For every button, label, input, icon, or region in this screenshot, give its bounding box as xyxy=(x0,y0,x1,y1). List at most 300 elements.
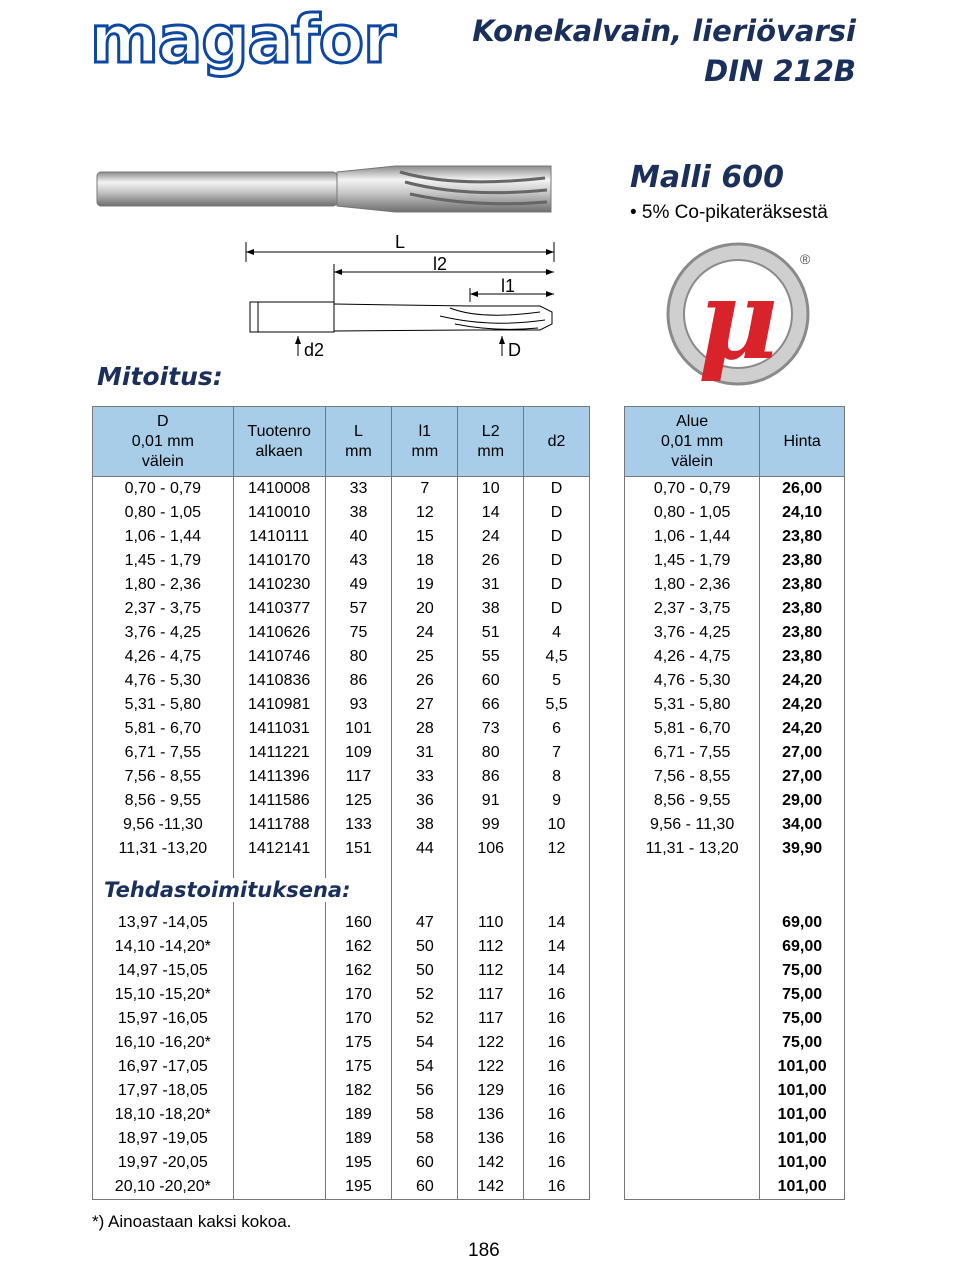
cell-length-L: 33 xyxy=(325,477,392,502)
cell-d2: 16 xyxy=(524,1031,590,1055)
cell-d2: 14 xyxy=(524,935,590,959)
cell-length-L: 195 xyxy=(325,1175,392,1200)
cell-range xyxy=(625,1055,760,1079)
cell-product-no xyxy=(233,1175,325,1200)
col-diameter-line: D xyxy=(157,412,169,430)
cell-price: 24,20 xyxy=(760,717,845,741)
col-length-L-line: mm xyxy=(345,442,372,460)
cell-length-L: 40 xyxy=(325,525,392,549)
cell-diameter: 6,71 - 7,55 xyxy=(93,741,234,765)
cell-length-L2: 117 xyxy=(458,1007,524,1031)
cell-range xyxy=(625,1031,760,1055)
col-range xyxy=(625,407,760,477)
dimensions-table xyxy=(92,406,590,1200)
page-title: Konekalvain, lieriövarsi xyxy=(472,14,856,48)
cell-range xyxy=(625,983,760,1007)
price-row xyxy=(625,597,845,621)
cell-product-no: 1410981 xyxy=(233,693,325,717)
cell-length-L2: 60 xyxy=(458,669,524,693)
price-row xyxy=(625,813,845,837)
cell-price: 24,10 xyxy=(760,501,845,525)
cell-d2: 16 xyxy=(524,1079,590,1103)
cell-length-L: 189 xyxy=(325,1127,392,1151)
cell-diameter: 20,10 -20,20* xyxy=(93,1175,234,1200)
cell-range xyxy=(625,935,760,959)
table-row xyxy=(93,789,590,813)
table-row xyxy=(93,1175,590,1200)
cell-d2: 12 xyxy=(524,837,590,861)
cell-range: 3,76 - 4,25 xyxy=(625,621,760,645)
cell-product-no: 1410626 xyxy=(233,621,325,645)
cell-length-L2: 91 xyxy=(458,789,524,813)
cell-length-l1: 28 xyxy=(392,717,458,741)
cell-range: 4,26 - 4,75 xyxy=(625,645,760,669)
reamer-photo xyxy=(95,158,555,220)
cell-product-no: 1410746 xyxy=(233,645,325,669)
cell-product-no: 1411788 xyxy=(233,813,325,837)
cell-length-L: 162 xyxy=(325,935,392,959)
col-price xyxy=(760,407,845,477)
cell-price: 23,80 xyxy=(760,621,845,645)
cell-length-L2: 10 xyxy=(458,477,524,502)
price-row xyxy=(625,1103,845,1127)
cell-price: 29,00 xyxy=(760,789,845,813)
col-product-no-line: alkaen xyxy=(255,442,303,460)
cell-price: 69,00 xyxy=(760,935,845,959)
price-row xyxy=(625,621,845,645)
table-row xyxy=(93,573,590,597)
cell-length-l1: 18 xyxy=(392,549,458,573)
cell-length-l1: 15 xyxy=(392,525,458,549)
cell-d2: 16 xyxy=(524,1151,590,1175)
cell-product-no xyxy=(233,1007,325,1031)
table-header-row xyxy=(93,407,590,477)
cell-price: 101,00 xyxy=(760,1103,845,1127)
cell-length-L: 80 xyxy=(325,645,392,669)
table-body xyxy=(93,477,590,1200)
price-row xyxy=(625,741,845,765)
section-factory: Tehdastoimituksena: xyxy=(104,878,356,902)
cell-diameter: 15,97 -16,05 xyxy=(93,1007,234,1031)
price-row xyxy=(625,959,845,983)
table-row xyxy=(93,1079,590,1103)
price-row xyxy=(625,1175,845,1200)
price-row xyxy=(625,549,845,573)
cell-price: 101,00 xyxy=(760,1079,845,1103)
label-D: D xyxy=(508,340,521,360)
table-row xyxy=(93,1151,590,1175)
table-row xyxy=(93,1007,590,1031)
cell-d2: 10 xyxy=(524,813,590,837)
cell-length-L: 49 xyxy=(325,573,392,597)
cell-diameter: 2,37 - 3,75 xyxy=(93,597,234,621)
cell-length-L: 189 xyxy=(325,1103,392,1127)
cell-length-l1: 50 xyxy=(392,935,458,959)
table-row xyxy=(93,935,590,959)
table-row xyxy=(93,959,590,983)
cell-length-l1: 52 xyxy=(392,1007,458,1031)
price-row xyxy=(625,935,845,959)
cell-price: 26,00 xyxy=(760,477,845,502)
cell-diameter: 7,56 - 8,55 xyxy=(93,765,234,789)
cell-length-L2: 51 xyxy=(458,621,524,645)
cell-length-l1: 52 xyxy=(392,983,458,1007)
cell-length-L: 125 xyxy=(325,789,392,813)
cell-diameter: 1,80 - 2,36 xyxy=(93,573,234,597)
cell-diameter: 8,56 - 9,55 xyxy=(93,789,234,813)
cell-price: 101,00 xyxy=(760,1175,845,1200)
cell-length-l1: 60 xyxy=(392,1175,458,1200)
cell-d2: 14 xyxy=(524,911,590,935)
cell-d2: 16 xyxy=(524,1007,590,1031)
registered-mark: ® xyxy=(800,251,811,267)
table-row xyxy=(93,1127,590,1151)
cell-range xyxy=(625,1007,760,1031)
cell-d2: 16 xyxy=(524,1175,590,1200)
cell-length-l1: 58 xyxy=(392,1127,458,1151)
cell-price: 24,20 xyxy=(760,693,845,717)
footnote: *) Ainoastaan kaksi kokoa. xyxy=(92,1212,292,1231)
cell-length-l1: 33 xyxy=(392,765,458,789)
cell-price: 23,80 xyxy=(760,597,845,621)
cell-d2: 4,5 xyxy=(524,645,590,669)
table-row xyxy=(93,813,590,837)
cell-d2: D xyxy=(524,501,590,525)
table-row xyxy=(93,621,590,645)
col-length-l1-line: l1 xyxy=(418,422,432,440)
cell-d2: 7 xyxy=(524,741,590,765)
cell-length-l1: 50 xyxy=(392,959,458,983)
cell-range: 4,76 - 5,30 xyxy=(625,669,760,693)
price-row xyxy=(625,525,845,549)
cell-length-L2: 122 xyxy=(458,1031,524,1055)
cell-d2: D xyxy=(524,549,590,573)
cell-diameter: 1,06 - 1,44 xyxy=(93,525,234,549)
cell-length-L: 175 xyxy=(325,1055,392,1079)
price-row xyxy=(625,789,845,813)
cell-length-L: 182 xyxy=(325,1079,392,1103)
cell-range: 5,81 - 6,70 xyxy=(625,717,760,741)
cell-range: 1,45 - 1,79 xyxy=(625,549,760,573)
price-row xyxy=(625,693,845,717)
cell-d2: 9 xyxy=(524,789,590,813)
col-diameter-line: välein xyxy=(141,452,184,470)
price-header-row xyxy=(625,407,845,477)
col-d2 xyxy=(524,407,590,477)
table-row xyxy=(93,1103,590,1127)
cell-length-L2: 136 xyxy=(458,1103,524,1127)
col-length-L-line: L xyxy=(354,422,363,440)
col-length-L2-line: L2 xyxy=(481,422,500,440)
cell-price: 69,00 xyxy=(760,911,845,935)
cell-d2: 5 xyxy=(524,669,590,693)
cell-length-L: 101 xyxy=(325,717,392,741)
cell-length-L2: 73 xyxy=(458,717,524,741)
spacer-cell xyxy=(458,861,524,911)
price-row xyxy=(625,717,845,741)
cell-length-l1: 60 xyxy=(392,1151,458,1175)
cell-d2: 16 xyxy=(524,1127,590,1151)
price-table xyxy=(624,406,845,1200)
mu-logo xyxy=(662,240,822,390)
cell-diameter: 17,97 -18,05 xyxy=(93,1079,234,1103)
cell-diameter: 15,10 -15,20* xyxy=(93,983,234,1007)
col-length-L2 xyxy=(458,407,524,477)
cell-diameter: 0,80 - 1,05 xyxy=(93,501,234,525)
cell-diameter: 4,76 - 5,30 xyxy=(93,669,234,693)
cell-length-L2: 38 xyxy=(458,597,524,621)
price-row xyxy=(625,765,845,789)
price-row xyxy=(625,1079,845,1103)
label-d2: d2 xyxy=(304,340,325,360)
cell-diameter: 13,97 -14,05 xyxy=(93,911,234,935)
cell-product-no xyxy=(233,911,325,935)
cell-length-L2: 80 xyxy=(458,741,524,765)
cell-price: 24,20 xyxy=(760,669,845,693)
cell-product-no: 1410008 xyxy=(233,477,325,502)
cell-diameter: 16,97 -17,05 xyxy=(93,1055,234,1079)
cell-length-l1: 31 xyxy=(392,741,458,765)
price-row xyxy=(625,1127,845,1151)
cell-length-l1: 54 xyxy=(392,1031,458,1055)
cell-range: 7,56 - 8,55 xyxy=(625,765,760,789)
cell-range: 0,70 - 0,79 xyxy=(625,477,760,502)
table-row xyxy=(93,477,590,502)
cell-d2: D xyxy=(524,477,590,502)
cell-diameter: 19,97 -20,05 xyxy=(93,1151,234,1175)
cell-price: 75,00 xyxy=(760,1031,845,1055)
cell-length-L2: 55 xyxy=(458,645,524,669)
cell-range xyxy=(625,1079,760,1103)
cell-price: 27,00 xyxy=(760,741,845,765)
section-spacer xyxy=(625,861,845,911)
cell-range: 1,06 - 1,44 xyxy=(625,525,760,549)
price-row xyxy=(625,983,845,1007)
cell-length-L: 162 xyxy=(325,959,392,983)
cell-range xyxy=(625,1103,760,1127)
cell-range: 6,71 - 7,55 xyxy=(625,741,760,765)
cell-diameter: 16,10 -16,20* xyxy=(93,1031,234,1055)
cell-d2: 14 xyxy=(524,959,590,983)
cell-d2: D xyxy=(524,573,590,597)
cell-product-no: 1410836 xyxy=(233,669,325,693)
cell-diameter: 4,26 - 4,75 xyxy=(93,645,234,669)
cell-price: 101,00 xyxy=(760,1151,845,1175)
cell-length-L2: 129 xyxy=(458,1079,524,1103)
cell-price: 23,80 xyxy=(760,549,845,573)
cell-price: 23,80 xyxy=(760,573,845,597)
cell-product-no xyxy=(233,983,325,1007)
cell-range: 2,37 - 3,75 xyxy=(625,597,760,621)
cell-diameter: 0,70 - 0,79 xyxy=(93,477,234,502)
price-row xyxy=(625,645,845,669)
col-price-line: Hinta xyxy=(783,432,821,450)
cell-d2: 4 xyxy=(524,621,590,645)
price-row xyxy=(625,1031,845,1055)
table-row xyxy=(93,645,590,669)
table-row xyxy=(93,501,590,525)
price-body xyxy=(625,477,845,1200)
cell-diameter: 9,56 -11,30 xyxy=(93,813,234,837)
cell-length-l1: 58 xyxy=(392,1103,458,1127)
cell-product-no: 1411586 xyxy=(233,789,325,813)
cell-price: 23,80 xyxy=(760,645,845,669)
cell-diameter: 5,81 - 6,70 xyxy=(93,717,234,741)
cell-range: 8,56 - 9,55 xyxy=(625,789,760,813)
cell-length-l1: 12 xyxy=(392,501,458,525)
cell-price: 101,00 xyxy=(760,1055,845,1079)
mu-symbol: μ xyxy=(697,255,779,384)
brand-logo: magafor xyxy=(90,1,395,78)
cell-length-L: 170 xyxy=(325,983,392,1007)
cell-d2: 16 xyxy=(524,1055,590,1079)
price-row xyxy=(625,837,845,861)
cell-product-no xyxy=(233,1151,325,1175)
cell-product-no xyxy=(233,1127,325,1151)
cell-length-L: 86 xyxy=(325,669,392,693)
col-length-l1 xyxy=(392,407,458,477)
cell-length-L2: 31 xyxy=(458,573,524,597)
col-range-line: Alue xyxy=(676,412,709,430)
cell-length-l1: 25 xyxy=(392,645,458,669)
cell-product-no xyxy=(233,959,325,983)
cell-length-L2: 142 xyxy=(458,1175,524,1200)
cell-length-L: 43 xyxy=(325,549,392,573)
cell-length-L: 160 xyxy=(325,911,392,935)
cell-length-L: 75 xyxy=(325,621,392,645)
cell-length-l1: 20 xyxy=(392,597,458,621)
table-row xyxy=(93,693,590,717)
cell-length-l1: 36 xyxy=(392,789,458,813)
cell-price: 75,00 xyxy=(760,1007,845,1031)
price-row xyxy=(625,573,845,597)
cell-d2: D xyxy=(524,597,590,621)
cell-length-l1: 44 xyxy=(392,837,458,861)
cell-length-L2: 112 xyxy=(458,959,524,983)
cell-product-no: 1411221 xyxy=(233,741,325,765)
cell-length-L2: 106 xyxy=(458,837,524,861)
cell-length-l1: 27 xyxy=(392,693,458,717)
cell-length-l1: 47 xyxy=(392,911,458,935)
table-row xyxy=(93,741,590,765)
cell-price: 34,00 xyxy=(760,813,845,837)
cell-length-L2: 24 xyxy=(458,525,524,549)
cell-diameter: 18,10 -18,20* xyxy=(93,1103,234,1127)
cell-length-L2: 86 xyxy=(458,765,524,789)
cell-product-no xyxy=(233,1031,325,1055)
table-row xyxy=(93,911,590,935)
col-range-line: välein xyxy=(671,452,714,470)
price-row xyxy=(625,501,845,525)
page-subtitle: DIN 212B xyxy=(704,54,856,88)
col-diameter xyxy=(93,407,234,477)
cell-length-L: 170 xyxy=(325,1007,392,1031)
cell-length-L: 175 xyxy=(325,1031,392,1055)
col-length-L2-line: mm xyxy=(477,442,505,460)
cell-length-L2: 142 xyxy=(458,1151,524,1175)
section-dimensions: Mitoitus: xyxy=(97,362,223,391)
model-title: Malli 600 xyxy=(630,160,785,195)
table-row xyxy=(93,717,590,741)
col-d2-line: d2 xyxy=(547,432,566,450)
cell-d2: D xyxy=(524,525,590,549)
cell-product-no xyxy=(233,1103,325,1127)
cell-length-L: 133 xyxy=(325,813,392,837)
cell-range xyxy=(625,959,760,983)
price-row xyxy=(625,1055,845,1079)
cell-product-no xyxy=(233,1055,325,1079)
cell-length-L: 151 xyxy=(325,837,392,861)
col-diameter-line: 0,01 mm xyxy=(131,432,194,450)
cell-diameter: 5,31 - 5,80 xyxy=(93,693,234,717)
cell-range xyxy=(625,911,760,935)
cell-product-no: 1410230 xyxy=(233,573,325,597)
cell-length-l1: 56 xyxy=(392,1079,458,1103)
cell-d2: 16 xyxy=(524,1103,590,1127)
cell-length-L2: 136 xyxy=(458,1127,524,1151)
table-row xyxy=(93,765,590,789)
table-row xyxy=(93,597,590,621)
cell-length-L2: 122 xyxy=(458,1055,524,1079)
cell-length-L2: 112 xyxy=(458,935,524,959)
price-row xyxy=(625,1151,845,1175)
cell-range xyxy=(625,1151,760,1175)
cell-length-L: 93 xyxy=(325,693,392,717)
col-product-no-line: Tuotenro xyxy=(247,422,311,440)
price-row xyxy=(625,669,845,693)
cell-product-no: 1410170 xyxy=(233,549,325,573)
cell-d2: 16 xyxy=(524,983,590,1007)
cell-range xyxy=(625,1175,760,1200)
cell-product-no: 1410010 xyxy=(233,501,325,525)
cell-diameter: 14,10 -14,20* xyxy=(93,935,234,959)
cell-product-no: 1412141 xyxy=(233,837,325,861)
cell-diameter: 14,97 -15,05 xyxy=(93,959,234,983)
spacer-cell xyxy=(625,861,760,911)
cell-range: 0,80 - 1,05 xyxy=(625,501,760,525)
cell-price: 75,00 xyxy=(760,983,845,1007)
label-l1: l1 xyxy=(500,276,516,296)
cell-length-L: 57 xyxy=(325,597,392,621)
cell-product-no xyxy=(233,935,325,959)
cell-length-L2: 110 xyxy=(458,911,524,935)
col-product-no xyxy=(233,407,325,477)
table-row xyxy=(93,1031,590,1055)
table-row xyxy=(93,549,590,573)
cell-diameter: 3,76 - 4,25 xyxy=(93,621,234,645)
cell-length-L2: 26 xyxy=(458,549,524,573)
cell-range: 1,80 - 2,36 xyxy=(625,573,760,597)
price-row xyxy=(625,477,845,502)
table-row xyxy=(93,525,590,549)
cell-diameter: 11,31 -13,20 xyxy=(93,837,234,861)
cell-product-no: 1411396 xyxy=(233,765,325,789)
cell-length-l1: 54 xyxy=(392,1055,458,1079)
cell-length-l1: 24 xyxy=(392,621,458,645)
price-row xyxy=(625,911,845,935)
cell-length-L: 117 xyxy=(325,765,392,789)
cell-product-no: 1410111 xyxy=(233,525,325,549)
cell-length-L: 38 xyxy=(325,501,392,525)
cell-price: 101,00 xyxy=(760,1127,845,1151)
table-row xyxy=(93,983,590,1007)
cell-length-l1: 38 xyxy=(392,813,458,837)
spacer-cell xyxy=(392,861,458,911)
cell-range xyxy=(625,1127,760,1151)
cell-length-L2: 14 xyxy=(458,501,524,525)
spacer-cell xyxy=(524,861,590,911)
cell-length-L: 109 xyxy=(325,741,392,765)
